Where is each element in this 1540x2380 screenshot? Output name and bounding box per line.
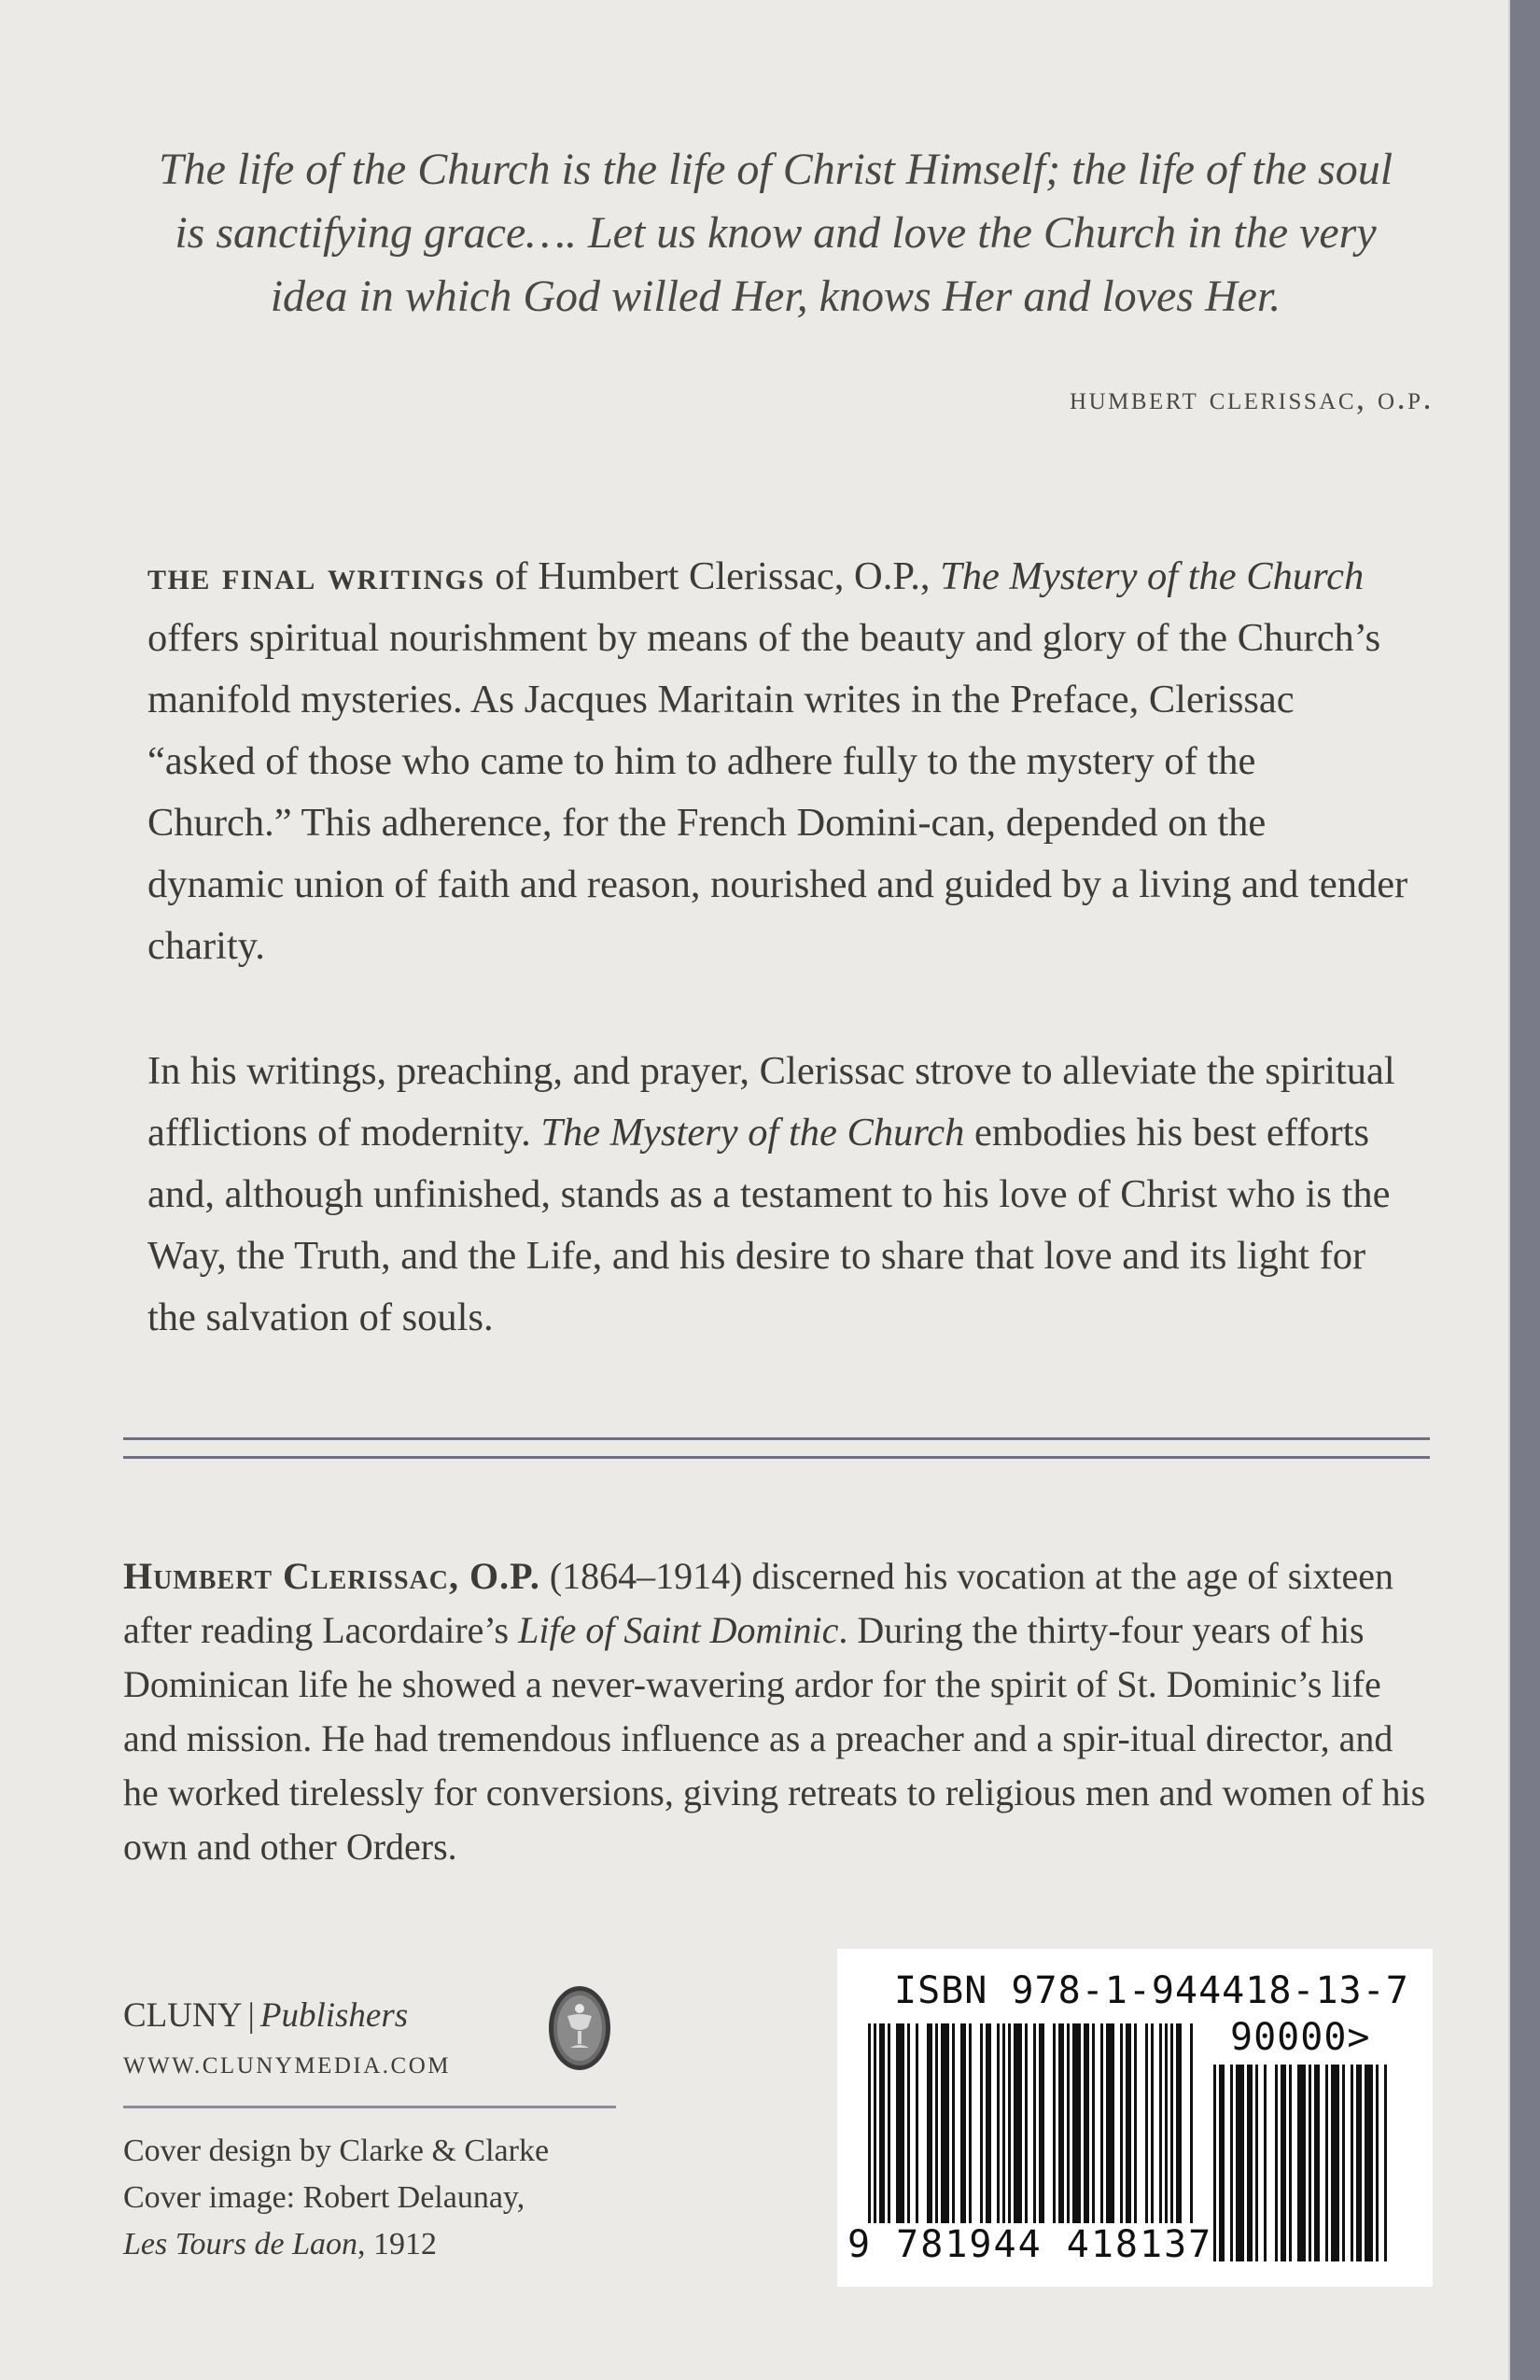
barcode-bar [1297, 2065, 1306, 2261]
barcode-bar [1145, 2023, 1148, 2223]
barcode-bar [916, 2023, 918, 2223]
barcode-bar [1072, 2023, 1081, 2223]
barcode-bar [907, 2023, 910, 2223]
barcode-bar [1176, 2023, 1182, 2223]
publisher-rule [123, 2106, 616, 2108]
barcode-bar [1053, 2023, 1056, 2223]
artwork-year: , 1912 [357, 2227, 437, 2261]
barcode-bar [1331, 2065, 1339, 2261]
barcode-bar [1289, 2065, 1292, 2261]
chalice-emblem-icon [547, 1984, 612, 2072]
barcode-bar [874, 2023, 876, 2236]
barcode-bar [1255, 2065, 1258, 2261]
barcode-bar [1100, 2023, 1103, 2223]
blurb-lead: the final writings [147, 554, 485, 598]
publisher-label: Publishers [259, 1996, 409, 2035]
barcode-bar [1190, 2023, 1193, 2223]
barcode-bar [1236, 2065, 1244, 2261]
book-title: The Mystery of the Church [940, 554, 1365, 598]
barcode-bar [1309, 2065, 1311, 2261]
barcode-bar [1165, 2023, 1168, 2223]
divider-rule-bottom [123, 1456, 1430, 1459]
barcode-bar [1281, 2065, 1286, 2261]
barcode-bar [1314, 2065, 1320, 2261]
barcode-bar [879, 2023, 885, 2223]
author-bio [123, 1549, 1430, 1874]
barcode-bar [1356, 2065, 1362, 2261]
barcode-bar [1365, 2065, 1373, 2261]
ean-digits: 9 781944 418137 [847, 2223, 1213, 2266]
barcode-bar [1084, 2023, 1089, 2223]
barcode-bar [888, 2023, 890, 2223]
barcode-bar [986, 2023, 991, 2223]
barcode-bar [1126, 2023, 1131, 2223]
barcode-bar [1151, 2023, 1154, 2223]
barcode-bar [1039, 2023, 1044, 2223]
barcode-bar [960, 2023, 966, 2223]
barcode-bar [1067, 2023, 1070, 2223]
barcode-bar [1159, 2023, 1162, 2223]
publisher-separator: | [247, 1996, 255, 2035]
ean-barcode-icon [868, 2023, 1195, 2236]
barcode-bar [868, 2023, 871, 2236]
blurb-p1-text-b: offers spiritual nourishment by means of the beauty and glory of the Church’s manifold mysteries. As Jacques Maritain writes in the Preface, Clerissac “asked of those who came to him to adhere fully to the mystery of the Church.” This adherence, for the French Domini-can, depended on the dynamic union of faith and reason, nourished and guided by a living and tender charity. [147, 616, 1408, 968]
author-name: Humbert Clerissac, O.P. [123, 1555, 540, 1597]
publisher-website: WWW.CLUNYMEDIA.COM [123, 2053, 451, 2079]
barcode-bar [1120, 2023, 1123, 2223]
blurb-p1-text-a: of Humbert Clerissac, O.P., [484, 554, 941, 598]
isbn-text: ISBN 978-1-944418-13-7 [894, 1969, 1409, 2012]
bio-book-title: Life of Saint Dominic [518, 1609, 839, 1651]
blurb-p2-text-a: In his writings, preaching, and prayer, Clerissac strove to alleviate the spiritual afflictions of modernity. [147, 1049, 1395, 1155]
credit-image: Cover image: Robert Delaunay, [123, 2180, 525, 2215]
credit-artwork [123, 2221, 683, 2268]
publisher-brand: CLUNY [123, 1996, 243, 2035]
divider-rule-top [123, 1437, 1430, 1440]
barcode-bar [1247, 2065, 1253, 2261]
barcode-bar [1342, 2065, 1345, 2261]
barcode-bar [1219, 2065, 1225, 2261]
barcode-bar [1230, 2065, 1233, 2261]
barcode-bar [896, 2023, 904, 2223]
addon-price-code: 90000> [1230, 2016, 1371, 2059]
publisher-name [123, 1995, 408, 2036]
barcode-bar [1033, 2023, 1036, 2223]
artwork-title: Les Tours de Laon [123, 2227, 357, 2261]
barcode-bar [1325, 2065, 1328, 2261]
blurb-paragraph-2 [147, 1041, 1409, 1349]
barcode-bar [1384, 2065, 1387, 2261]
barcode-bar [952, 2023, 955, 2223]
barcode-bar [1275, 2065, 1278, 2261]
bio-text-a: (1864–1914) discerned his vocation at the age of sixteen after reading Lacordaire’s [123, 1555, 1394, 1651]
credit-design: Cover design by Clarke & Clarke [123, 2134, 550, 2168]
barcode-bar [935, 2023, 938, 2223]
barcode-bar [941, 2023, 949, 2223]
barcode-bar [980, 2023, 983, 2223]
barcode-bar [969, 2023, 972, 2223]
barcode-bar [1106, 2023, 1114, 2223]
barcode-bar [1134, 2023, 1137, 2223]
barcode-bar [1376, 2065, 1379, 2261]
epigraph-attribution: humbert clerissac, o.p. [1070, 379, 1434, 416]
barcode-bar [1014, 2023, 1022, 2223]
addon-barcode-icon [1213, 2065, 1414, 2275]
barcode-bar [1025, 2023, 1028, 2223]
barcode-bar [1351, 2065, 1353, 2261]
barcode-bar [927, 2023, 932, 2223]
blurb-paragraph-1 [147, 546, 1409, 977]
barcode-bar [1213, 2065, 1216, 2261]
spine-edge [1508, 0, 1510, 2380]
barcode-bar [1092, 2023, 1095, 2223]
cover-credits [123, 2128, 683, 2268]
barcode-bar [1008, 2023, 1011, 2223]
blurb-p2-text-b: embodies his best efforts and, although unfinished, stands as a testament to his love of Christ who is the Way, the Truth, and the Life, and his desire to share that love and its light for the salvation of souls. [147, 1111, 1391, 1339]
epigraph-quote: The life of the Church is the life of Christ Himself; the life of the soul is sanctifying grace…. Let us know and love the Church in the very idea in which God willed Her, knows Her and loves Her. [158, 145, 1393, 321]
barcode-bar [1170, 2023, 1173, 2223]
barcode-bar [1058, 2023, 1064, 2223]
barcode-bar [997, 2023, 1000, 2223]
barcode-bar [1264, 2065, 1267, 2261]
spine-band [1510, 0, 1540, 2380]
barcode-bar [1002, 2023, 1005, 2223]
book-title: The Mystery of the Church [540, 1111, 965, 1155]
bio-text-b: . During the thirty-four years of his Dominican life he showed a never-wavering ardor for the spirit of St. Dominic’s life and mission. He had tremendous influence as a preacher and a spir-itual director, and he worked tirelessly for conversions, giving retreats to religious men and women of his own and other Orders. [123, 1609, 1426, 1868]
